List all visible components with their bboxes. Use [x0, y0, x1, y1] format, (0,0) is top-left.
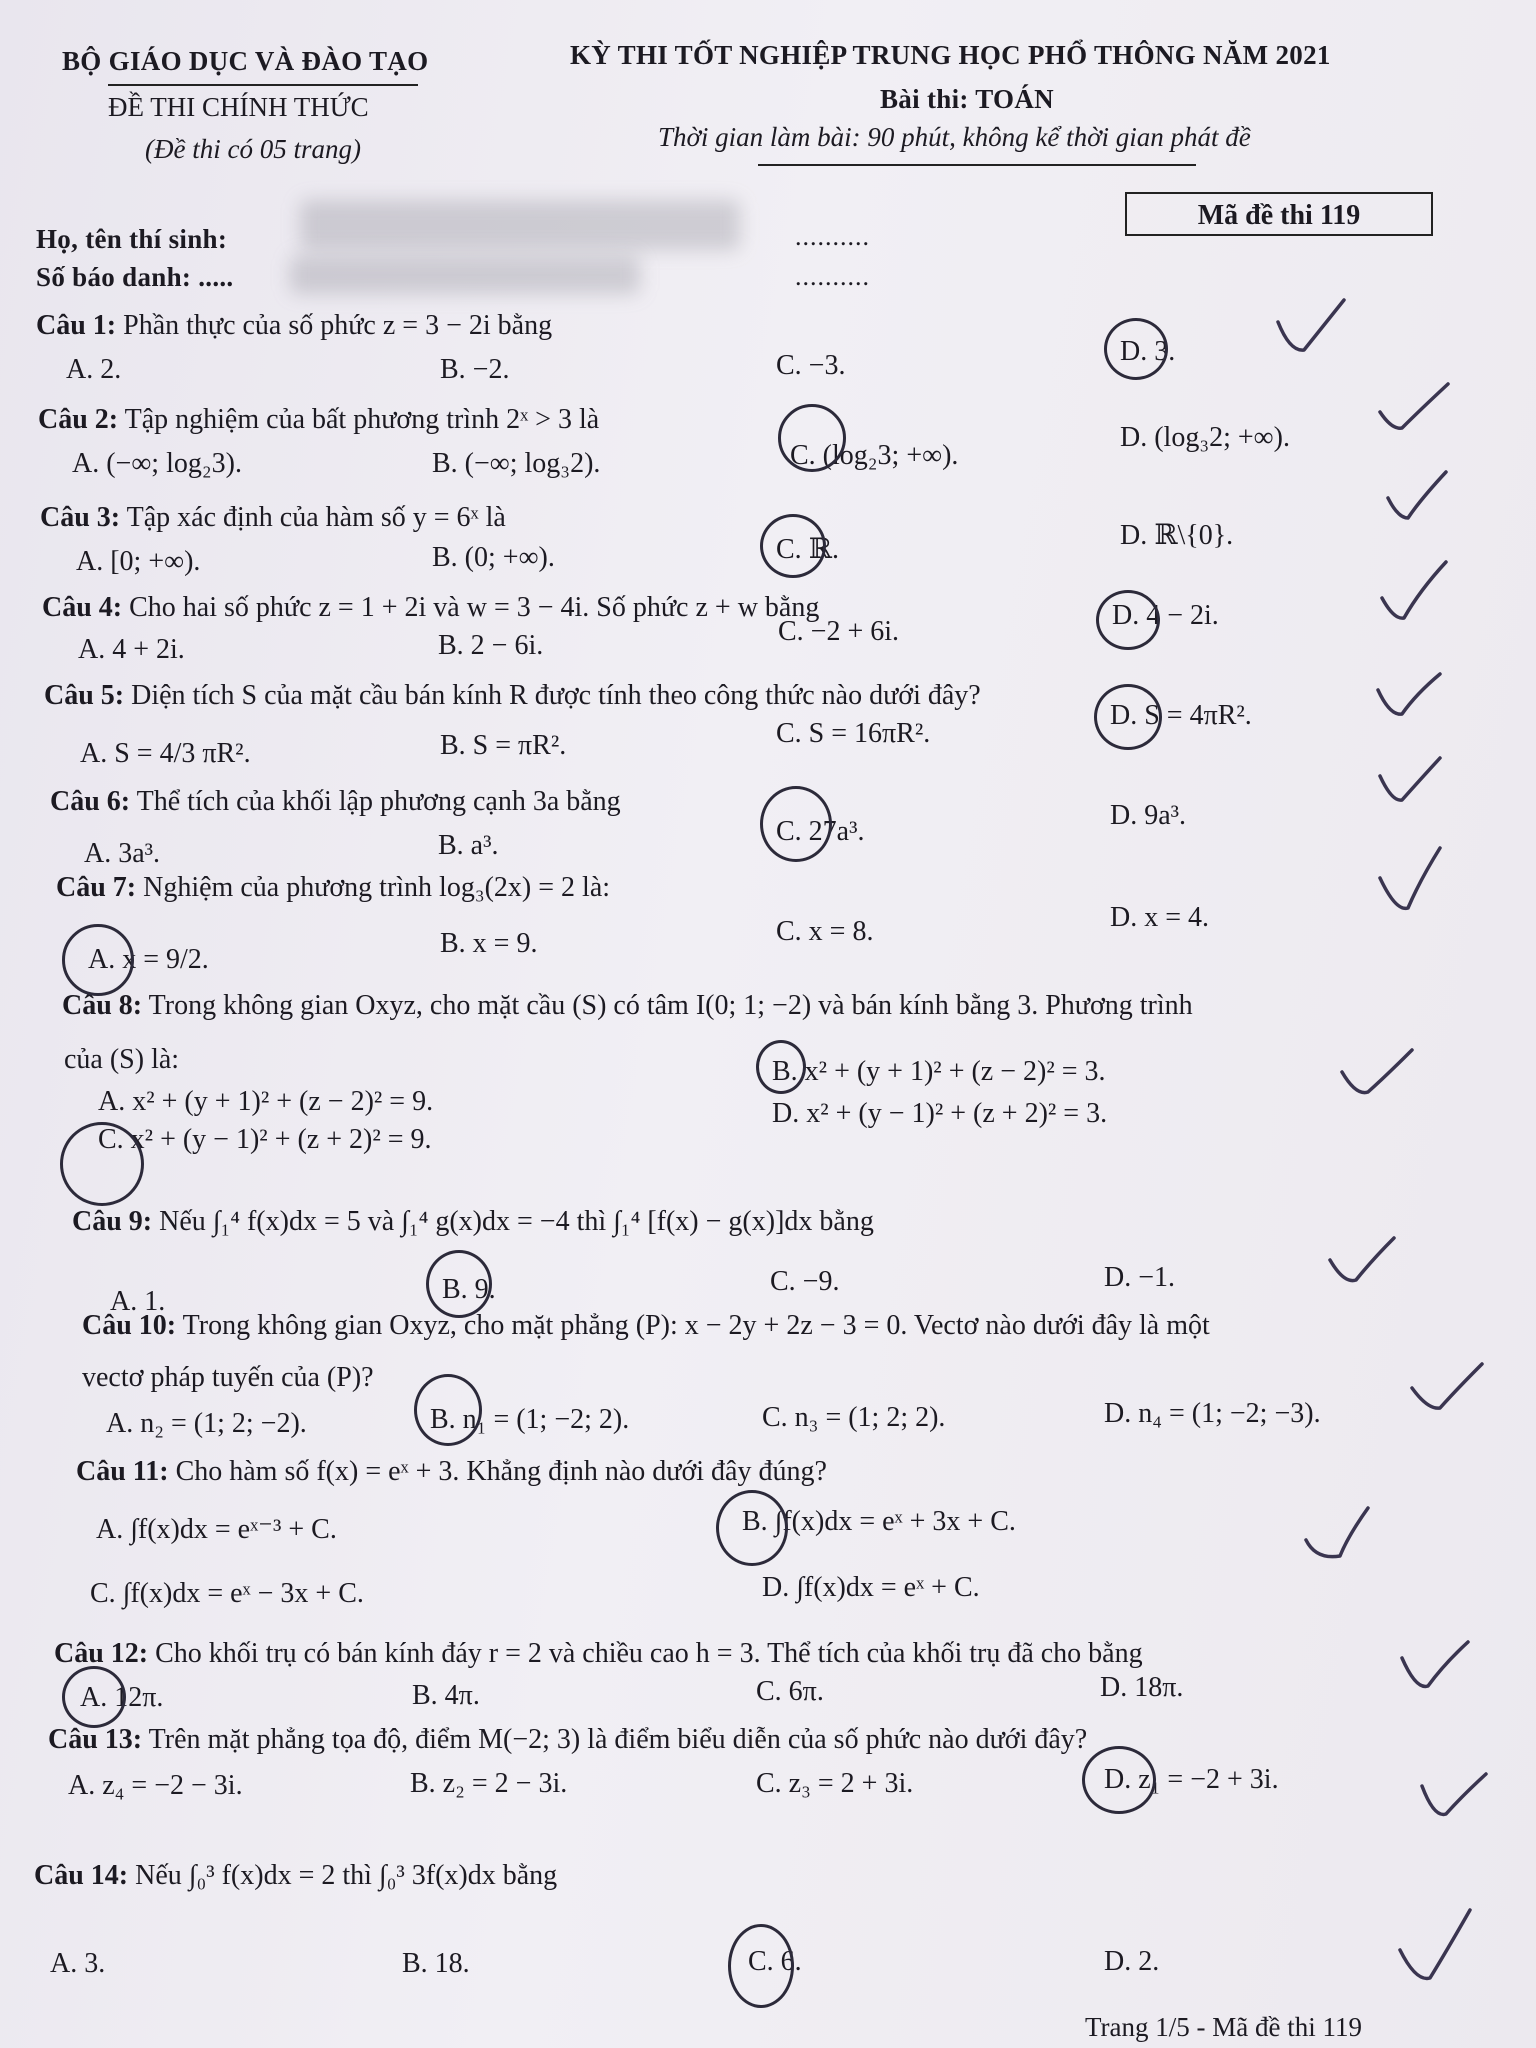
check-q11: [1306, 1508, 1368, 1557]
candidate-id-label: Số báo danh: .....: [36, 262, 234, 292]
q9-option-d[interactable]: D. −1.: [1104, 1262, 1176, 1293]
q5-option-d[interactable]: D. S = 4πR².: [1110, 700, 1252, 731]
q10-option-b[interactable]: B. n₁ = (1; −2; 2).: [430, 1404, 630, 1435]
q6-option-c[interactable]: C. 27a³.: [776, 816, 865, 847]
q13-option-c[interactable]: C. z₃ = 2 + 3i.: [756, 1768, 914, 1799]
question-10: Câu 10: Trong không gian Oxyz, cho mặt phẳng (P): x − 2y + 2z − 3 = 0. Vectơ nào dưới đây là một: [82, 1310, 1210, 1341]
q10-option-a[interactable]: A. n₂ = (1; 2; −2).: [106, 1408, 307, 1439]
q14-option-c[interactable]: C. 6.: [748, 1946, 802, 1977]
q8-option-b[interactable]: B. x² + (y + 1)² + (z − 2)² = 3.: [772, 1056, 1106, 1087]
q7-option-c[interactable]: C. x = 8.: [776, 916, 874, 947]
ministry-title: BỘ GIÁO DỤC VÀ ĐÀO TẠO: [62, 46, 429, 76]
q14-option-d[interactable]: D. 2.: [1104, 1946, 1160, 1977]
q14-option-b[interactable]: B. 18.: [402, 1948, 470, 1979]
q11-option-c[interactable]: C. ∫f(x)dx = eˣ − 3x + C.: [90, 1578, 364, 1609]
check-q9: [1330, 1238, 1394, 1281]
question-12: Câu 12: Cho khối trụ có bán kính đáy r = 2 và chiều cao h = 3. Thể tích của khối trụ đã cho bằng: [54, 1638, 1143, 1669]
question-3: Câu 3: Tập xác định của hàm số y = 6ˣ là: [40, 502, 506, 533]
q3-option-b[interactable]: B. (0; +∞).: [432, 542, 555, 573]
q4-option-a[interactable]: A. 4 + 2i.: [78, 634, 185, 665]
q3-option-d[interactable]: D. ℝ\{0}.: [1120, 520, 1234, 551]
name-dots: ..........: [795, 222, 870, 251]
q7-option-b[interactable]: B. x = 9.: [440, 928, 538, 959]
q13-option-a[interactable]: A. z₄ = −2 − 3i.: [68, 1770, 243, 1801]
q12-option-a[interactable]: A. 12π.: [80, 1682, 164, 1713]
question-10-continued: vectơ pháp tuyến của (P)?: [82, 1362, 374, 1393]
q2-option-c[interactable]: C. (log₂3; +∞).: [790, 440, 959, 471]
q3-option-c[interactable]: C. ℝ.: [776, 534, 839, 565]
q10-option-c[interactable]: C. n₃ = (1; 2; 2).: [762, 1402, 946, 1433]
q1-option-d[interactable]: D. 3.: [1120, 336, 1176, 367]
q13-option-b[interactable]: B. z₂ = 2 − 3i.: [410, 1768, 568, 1799]
q4-option-c[interactable]: C. −2 + 6i.: [778, 616, 900, 647]
question-14: Câu 14: Nếu ∫₀³ f(x)dx = 2 thì ∫₀³ 3f(x)dx bằng: [34, 1860, 558, 1891]
q11-option-b[interactable]: B. ∫f(x)dx = eˣ + 3x + C.: [742, 1506, 1016, 1537]
q1-option-c[interactable]: C. −3.: [776, 350, 846, 381]
q12-option-c[interactable]: C. 6π.: [756, 1676, 824, 1707]
q11-option-d[interactable]: D. ∫f(x)dx = eˣ + C.: [762, 1572, 980, 1603]
q1-option-a[interactable]: A. 2.: [66, 354, 122, 385]
check-q1: [1278, 300, 1344, 350]
check-q7: [1380, 848, 1440, 908]
check-q5: [1378, 674, 1440, 714]
time-underline: [758, 164, 1196, 166]
q6-option-d[interactable]: D. 9a³.: [1110, 800, 1187, 831]
q6-option-a[interactable]: A. 3a³.: [84, 838, 161, 869]
q2-option-d[interactable]: D. (log₃2; +∞).: [1120, 422, 1290, 453]
ministry-underline: [108, 84, 418, 86]
question-6: Câu 6: Thể tích của khối lập phương cạnh 3a bằng: [50, 786, 621, 817]
check-q4: [1382, 562, 1446, 618]
check-q10: [1412, 1364, 1482, 1408]
question-11: Câu 11: Cho hàm số f(x) = eˣ + 3. Khẳng định nào dưới đây đúng?: [76, 1456, 827, 1487]
q8-option-d[interactable]: D. x² + (y − 1)² + (z + 2)² = 3.: [772, 1098, 1108, 1129]
q8-option-a[interactable]: A. x² + (y + 1)² + (z − 2)² = 9.: [98, 1086, 434, 1117]
question-7: Câu 7: Nghiệm của phương trình log₃(2x) = 2 là:: [56, 872, 611, 903]
q4-option-d[interactable]: D. 4 − 2i.: [1112, 600, 1219, 631]
q4-option-b[interactable]: B. 2 − 6i.: [438, 630, 544, 661]
q13-option-d[interactable]: D. z₁ = −2 + 3i.: [1104, 1764, 1279, 1795]
subject-label: Bài thi: TOÁN: [880, 84, 1054, 114]
question-8-continued: của (S) là:: [64, 1044, 180, 1075]
question-13: Câu 13: Trên mặt phẳng tọa độ, điểm M(−2; 3) là điểm biểu diễn của số phức nào dưới đây?: [48, 1724, 1088, 1755]
q9-option-c[interactable]: C. −9.: [770, 1266, 840, 1297]
pages-note: (Đề thi có 05 trang): [145, 134, 361, 164]
check-q13: [1422, 1774, 1486, 1814]
q9-option-b[interactable]: B. 9.: [442, 1274, 496, 1305]
q5-option-b[interactable]: B. S = πR².: [440, 730, 567, 761]
page-footer: Trang 1/5 - Mã đề thi 119: [1085, 2012, 1362, 2042]
check-q3: [1388, 472, 1446, 518]
question-9: Câu 9: Nếu ∫₁⁴ f(x)dx = 5 và ∫₁⁴ g(x)dx = −4 thì ∫₁⁴ [f(x) − g(x)]dx bằng: [72, 1206, 874, 1237]
q5-option-c[interactable]: C. S = 16πR².: [776, 718, 931, 749]
q1-option-b[interactable]: B. −2.: [440, 354, 510, 385]
q2-option-b[interactable]: B. (−∞; log₃2).: [432, 448, 601, 479]
check-q2: [1380, 384, 1448, 428]
q7-option-a[interactable]: A. x = 9/2.: [88, 944, 209, 975]
q14-option-a[interactable]: A. 3.: [50, 1948, 106, 1979]
q12-option-b[interactable]: B. 4π.: [412, 1680, 480, 1711]
exam-title: KỲ THI TỐT NGHIỆP TRUNG HỌC PHỔ THÔNG NĂM 2021: [570, 40, 1331, 70]
question-8: Câu 8: Trong không gian Oxyz, cho mặt cầu (S) có tâm I(0; 1; −2) và bán kính bằng 3. Phương trình: [62, 990, 1193, 1021]
q10-option-d[interactable]: D. n₄ = (1; −2; −3).: [1104, 1398, 1321, 1429]
candidate-name-label: Họ, tên thí sinh:: [36, 224, 228, 254]
q8-option-c[interactable]: C. x² + (y − 1)² + (z + 2)² = 9.: [98, 1124, 432, 1155]
q3-option-a[interactable]: A. [0; +∞).: [76, 546, 201, 577]
question-1: Câu 1: Phần thực của số phức z = 3 − 2i bằng: [36, 310, 553, 341]
q12-option-d[interactable]: D. 18π.: [1100, 1672, 1184, 1703]
redacted-id: [290, 256, 640, 294]
check-q14: [1400, 1910, 1470, 1978]
id-dots: ..........: [795, 262, 870, 291]
q5-option-a[interactable]: A. S = 4/3 πR².: [80, 738, 251, 769]
q9-option-a[interactable]: A. 1.: [110, 1286, 166, 1317]
question-5: Câu 5: Diện tích S của mặt cầu bán kính R được tính theo công thức nào dưới đây?: [44, 680, 981, 711]
exam-code-box: Mã đề thi 119: [1125, 192, 1433, 236]
q6-option-b[interactable]: B. a³.: [438, 830, 499, 861]
time-note: Thời gian làm bài: 90 phút, không kể thời gian phát đề: [658, 122, 1251, 152]
q7-option-d[interactable]: D. x = 4.: [1110, 902, 1210, 933]
question-2: Câu 2: Tập nghiệm của bất phương trình 2ˣ > 3 là: [38, 404, 600, 435]
q2-option-a[interactable]: A. (−∞; log₂3).: [72, 448, 242, 479]
check-q8: [1342, 1050, 1412, 1093]
check-q12: [1402, 1642, 1468, 1686]
official-label: ĐỀ THI CHÍNH THỨC: [108, 92, 369, 122]
redacted-name: [300, 200, 740, 250]
question-4: Câu 4: Cho hai số phức z = 1 + 2i và w = 3 − 4i. Số phức z + w bằng: [42, 592, 820, 623]
check-q6: [1380, 758, 1440, 800]
q11-option-a[interactable]: A. ∫f(x)dx = eˣ⁻³ + C.: [96, 1514, 337, 1545]
